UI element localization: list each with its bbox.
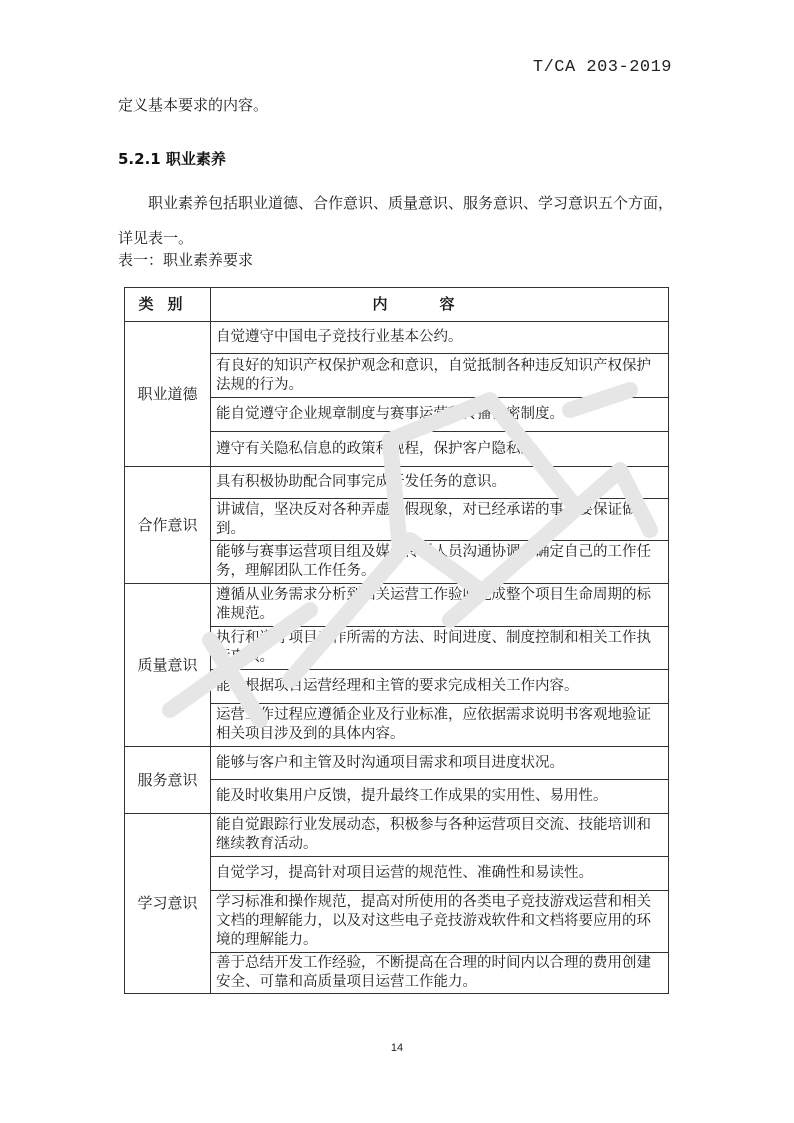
content-cell: 自觉学习，提高针对项目运营的规范性、准确性和易读性。 bbox=[211, 857, 669, 891]
table-header-row bbox=[125, 288, 669, 322]
intro-line: 定义基本要求的内容。 bbox=[118, 96, 269, 114]
category-cell: 学习意识 bbox=[125, 814, 211, 994]
category-cell: 职业道德 bbox=[125, 322, 211, 467]
content-cell: 学习标准和操作规范，提高对所使用的各类电子竞技游戏运营和相关文档的理解能力，以及对这些电子竞技游戏软件和文档将要应用的环境的理解能力。 bbox=[211, 891, 669, 953]
content-cell: 善于总结开发工作经验，不断提高在合理的时间内以合理的费用创建安全、可靠和高质量项目运营工作能力。 bbox=[211, 953, 669, 994]
category-cell: 服务意识 bbox=[125, 747, 211, 814]
content-cell: 执行和遵守项目工作所需的方法、时间进度、制度控制和相关工作执行事项。 bbox=[211, 627, 669, 670]
section-heading: 5.2.1 职业素养 bbox=[118, 150, 226, 168]
table-row bbox=[125, 322, 669, 354]
document-code: T/CA 203-2019 bbox=[532, 58, 672, 77]
header-category: 类别 bbox=[125, 288, 211, 322]
content-cell: 自觉遵守中国电子竞技行业基本公约。 bbox=[211, 322, 669, 354]
header-content: 内容 bbox=[211, 288, 669, 322]
content-cell: 遵守有关隐私信息的政策和规程，保护客户隐私。 bbox=[211, 432, 669, 467]
table-row bbox=[125, 584, 669, 627]
content-cell: 具有积极协助配合同事完成开发任务的意识。 bbox=[211, 467, 669, 499]
table-row bbox=[125, 814, 669, 857]
table-row bbox=[125, 467, 669, 499]
content-cell: 有良好的知识产权保护观念和意识，自觉抵制各种违反知识产权保护法规的行为。 bbox=[211, 354, 669, 398]
content-cell: 能够与赛事运营项目组及媒体传播人员沟通协调，确定自己的工作任务，理解团队工作任务。 bbox=[211, 541, 669, 584]
requirements-table bbox=[124, 287, 669, 994]
category-cell: 质量意识 bbox=[125, 584, 211, 747]
content-cell: 能自觉遵守企业规章制度与赛事运营和传播保密制度。 bbox=[211, 398, 669, 432]
content-cell: 能及时收集用户反馈，提升最终工作成果的实用性、易用性。 bbox=[211, 780, 669, 814]
content-cell: 能自觉跟踪行业发展动态，积极参与各种运营项目交流、技能培训和继续教育活动。 bbox=[211, 814, 669, 857]
table-caption: 表一：职业素养要求 bbox=[118, 251, 254, 269]
content-cell: 遵循从业务需求分析到相关运营工作验收完成整个项目生命周期的标准规范。 bbox=[211, 584, 669, 627]
section-paragraph: 职业素养包括职业道德、合作意识、质量意识、服务意识、学习意识五个方面，详见表一。 bbox=[118, 194, 674, 247]
content-cell: 能够与客户和主管及时沟通项目需求和项目进度状况。 bbox=[211, 747, 669, 780]
category-cell: 合作意识 bbox=[125, 467, 211, 584]
page-number: 14 bbox=[390, 1042, 404, 1054]
content-cell: 能够根据项目运营经理和主管的要求完成相关工作内容。 bbox=[211, 670, 669, 704]
content-cell: 讲诚信，坚决反对各种弄虚作假现象，对已经承诺的事，要保证做到。 bbox=[211, 499, 669, 541]
content-cell: 运营工作过程应遵循企业及行业标准，应依据需求说明书客观地验证相关项目涉及到的具体内容。 bbox=[211, 704, 669, 747]
table-row bbox=[125, 747, 669, 780]
